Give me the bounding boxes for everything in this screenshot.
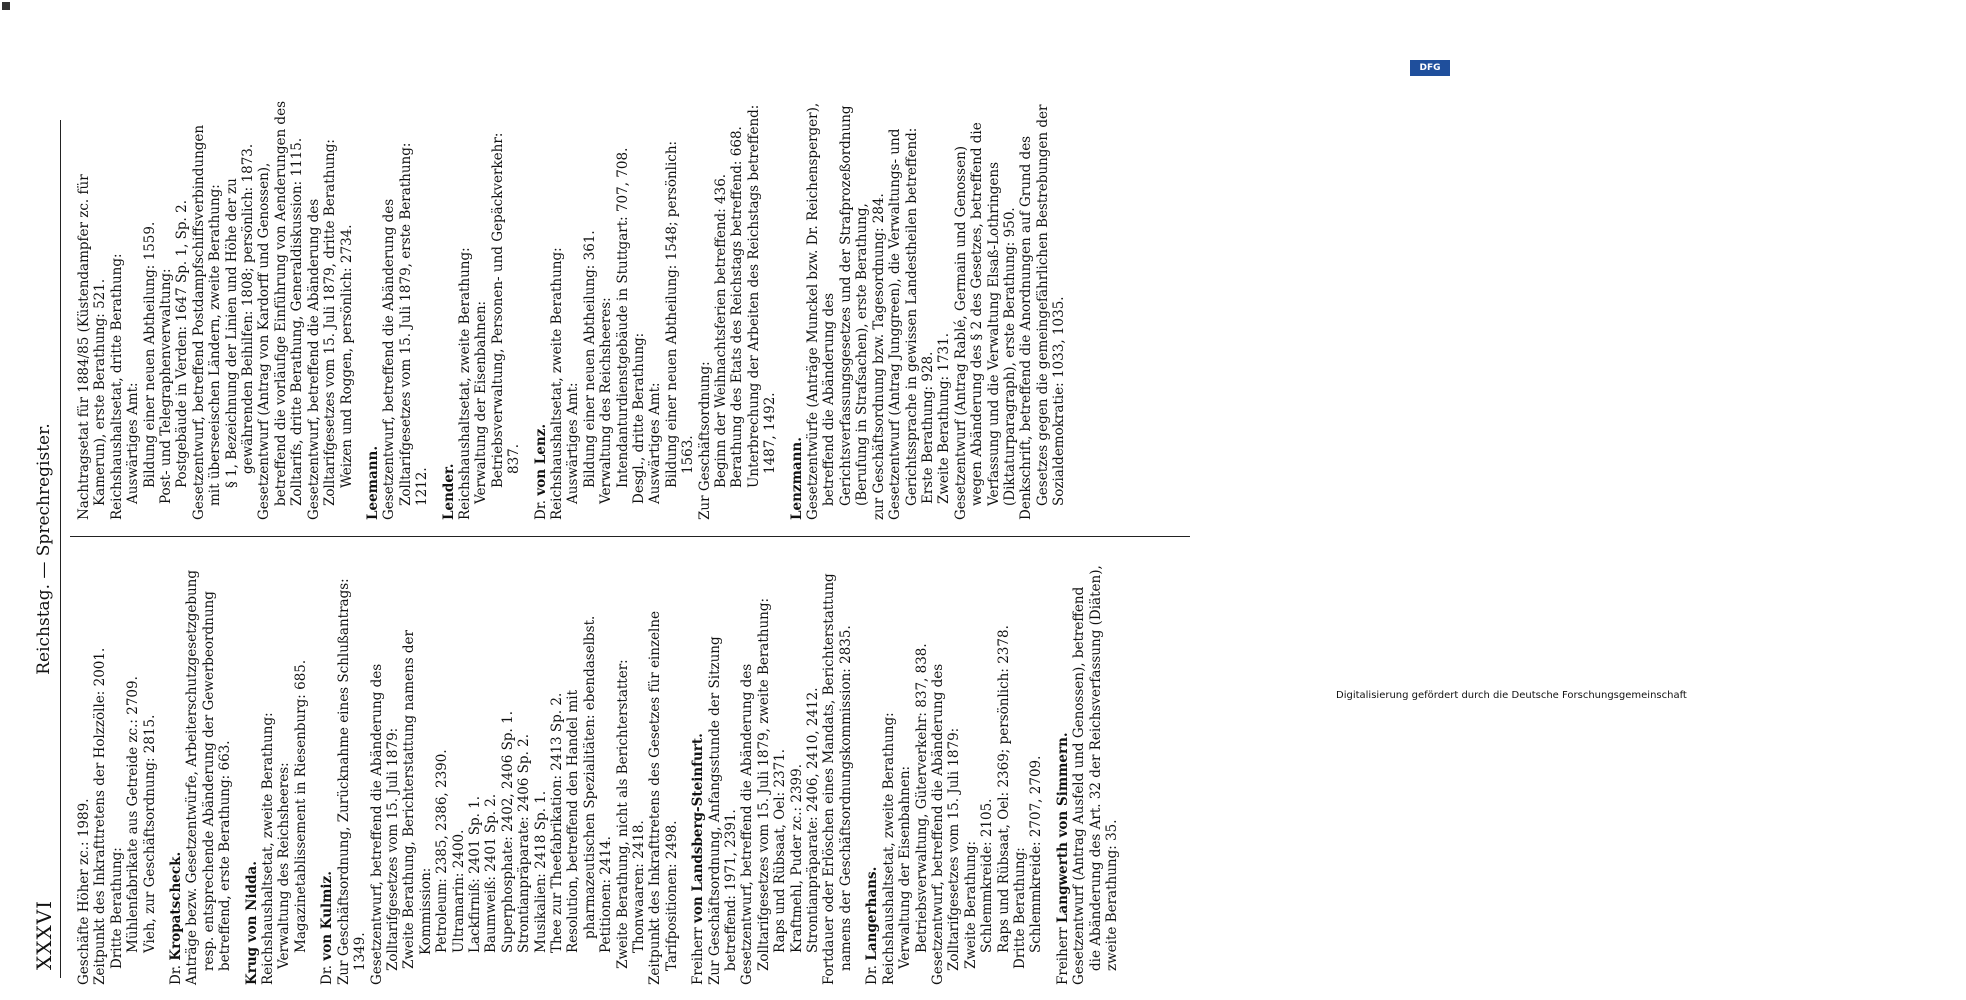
entry-line: Berathung des Etats des Reichstags betreffend: 668.: [729, 126, 746, 488]
entry-line: zur Geschäftsordnung bzw. Tagesordnung: 284.: [870, 193, 887, 520]
page-header: [30, 120, 61, 978]
speaker-prefix: Freiherr: [1054, 927, 1071, 985]
entry-line: Auswärtiges Amt:: [647, 382, 664, 504]
entry-line: Resolution, betreffend den Handel mit pharmazeutischen Spezialitäten: ebendaselbst.: [565, 615, 598, 953]
speaker-name: von Kulmiz.: [319, 871, 336, 961]
entry-heading: [319, 565, 335, 985]
speaker-prefix: Dr.: [864, 964, 881, 985]
entry-line: Beginn der Weihnachtsferien betreffend: 436.: [713, 173, 730, 488]
entry-line: Bildung einer neuen Abtheilung: 361.: [581, 230, 598, 488]
entry-line: Reichshaushaltsetat, zweite Berathung:: [456, 247, 473, 520]
entry-line: Raps und Rübsaat, Oel: 2371.: [772, 748, 789, 953]
funding-note: Digitalisierung gefördert durch die Deutsche Forschungsgemeinschaft: [1336, 690, 1687, 701]
entry-line: Baumweiß: 2401 Sp. 2.: [483, 793, 500, 953]
entry-line: Desgl., dritte Berathung:: [631, 332, 647, 504]
entry-line: Reichshaushaltsetat, dritte Berathung:: [108, 253, 125, 520]
entry-line: Gesetzentwurf, betreffend die Abänderung des Zolltarifgesetzes vom 15. Juli 1879, zweite Berathung:: [739, 597, 772, 985]
entry-line: Petitionen: 2414.: [598, 836, 615, 953]
entry-line: Strontianpräparate: 2406 Sp. 2.: [516, 733, 533, 953]
entry-line: Mühlenfabrikate aus Getreide zc.: 2709.: [125, 676, 142, 953]
entry-line: Dritte Berathung:: [108, 847, 125, 969]
entry-line: Gesetzentwurf (Antrag Rablé, Germain und Genossen) wegen Abänderung des § 2 des Gesetzes, betreffend die Verfassung und die Verwaltung Elsaß-Lothringens (Diktaturparagraph), erste Berathung: 950.: [952, 122, 1018, 520]
entry-line: Raps und Rübsaat, Oel: 2369; persönlich: 2378.: [995, 625, 1012, 953]
entry-line: Nachtragsetat für 1884/85 (Küstendampfer zc. für Kamerun), erste Berathung: 521.: [76, 174, 109, 520]
entry-line: Dritte Berathung:: [1011, 847, 1028, 969]
entry-line: Zweite Berathung: 1731.: [936, 333, 953, 504]
entry-line: Verwaltung des Reichsheeres:: [276, 762, 293, 969]
entry-line: Kraftmehl, Puder zc.: 2399.: [788, 764, 805, 953]
entry-heading: [864, 565, 880, 985]
entry-line: Schlemmkreide: 2105.: [979, 798, 996, 953]
speaker-name: Leemann.: [364, 445, 381, 520]
index-entry: [441, 100, 523, 520]
entry-heading: [690, 565, 706, 985]
index-entry: [76, 565, 158, 985]
entry-line: Bildung einer neuen Abtheilung: 1559.: [141, 221, 158, 488]
index-entry: [168, 565, 234, 985]
entry-line: Superphosphate: 2402, 2406 Sp. 1.: [499, 711, 516, 953]
entry-line: Ultramarin: 2400.: [450, 829, 467, 953]
entry-heading: [1055, 565, 1071, 985]
entry-line: Zweite Berathung:: [962, 840, 979, 969]
entry-line: Schlemmkreide: 2707, 2709.: [1028, 755, 1045, 953]
entry-line: Gesetzentwurf (Antrag von Kardorff und Genossen), betreffend die vorläufige Einführung von Aenderungen des Zolltarifs, dritte Berathung, Generaldiskussion: 1115.: [256, 101, 306, 520]
entry-line: Post- und Telegraphenverwaltung:: [158, 268, 175, 504]
entry-line: Fortdauer oder Erlöschen eines Mandats, Berichterstattung namens der Geschäftsordnungskommission: 2835.: [821, 573, 854, 985]
entry-line: Reichshaushaltsetat, zweite Berathung:: [548, 247, 565, 520]
entry-line: Zur Geschäftsordnung, Anfangsstunde der Sitzung betreffend: 1971, 2391.: [706, 636, 740, 985]
entry-line: Verwaltung der Eisenbahnen:: [897, 765, 914, 969]
speaker-name: Langerhans.: [864, 866, 881, 961]
entry-line: Auswärtiges Amt:: [565, 382, 582, 504]
index-entry: [365, 100, 431, 520]
entry-line: Petroleum: 2385, 2386, 2390.: [434, 749, 451, 953]
index-entry: [690, 565, 854, 985]
entry-heading: [168, 565, 184, 985]
column-divider: [70, 536, 1190, 537]
entry-line: Unterbrechung der Arbeiten des Reichstags betreffend: 1487, 1492.: [745, 104, 779, 488]
index-entry: [319, 565, 680, 985]
entry-line: Verwaltung der Eisenbahnen:: [473, 300, 490, 504]
entry-line: Zeitpunkt des Inkrafttretens der Holzzölle: 2001.: [92, 647, 109, 985]
entry-line: Betriebsverwaltung, Güterverkehr: 837, 838.: [913, 643, 930, 953]
entry-line: Lackfirniß: 2401 Sp. 1.: [466, 795, 483, 953]
entry-heading: [533, 100, 549, 520]
entry-line: Gesetzentwurf, betreffend die Abänderung des Zolltarifgesetzes vom 15. Juli 1879, erste Berathung: 1212.: [381, 142, 431, 520]
entry-line: § 1, Bezeichnung der Linien und Höhe der zu gewährenden Beihilfen: 1808; persönlich: 1873.: [223, 143, 257, 488]
index-entry: [533, 100, 779, 520]
entry-line: Gesetzentwurf (Antrag Junggreen), die Verwaltungs- und Gerichtssprache in gewissen Landestheilen betreffend:: [887, 127, 920, 520]
index-entry: [76, 100, 355, 520]
entry-line: Weizen und Roggen, persönlich: 2734.: [338, 224, 355, 488]
page-number: XXXVI: [32, 899, 56, 970]
entry-line: Geschäfte Höher zc.: 1989.: [76, 798, 92, 985]
entry-line: Musikalien: 2418 Sp. 1.: [532, 790, 549, 953]
entry-line: Intendanturdienstgebäude in Stuttgart: 707, 708.: [614, 147, 631, 488]
speaker-name: Lenzmann.: [788, 437, 805, 520]
index-entry: [1055, 565, 1121, 985]
right-column: [76, 100, 1078, 520]
speaker-prefix: Dr.: [168, 964, 185, 985]
entry-line: Anträge bezw. Gesetzentwürfe, Arbeiterschutzgesetzgebung resp. entsprechende Abänderung der Gewerbeordnung betreffend, erste Berathung: 663.: [184, 569, 234, 985]
entry-line: Denkschrift, betreffend die Anordnungen auf Grund des Gesetzes gegen die gemeingefährlichen Bestrebungen der Sozialdemokratie: 1033, 1035.: [1018, 104, 1068, 520]
speaker-name: Kropatscheck.: [168, 851, 185, 961]
speaker-prefix: Dr.: [319, 964, 336, 985]
speaker-name: Langwerth von Simmern.: [1054, 732, 1071, 923]
left-column: [76, 565, 1130, 985]
entry-line: Zweite Berathung, nicht als Berichterstatter:: [614, 659, 631, 969]
running-title: Reichstag. — Sprechregister.: [34, 423, 54, 675]
entry-line: Reichshaushaltsetat, zweite Berathung:: [880, 712, 897, 985]
speaker-prefix: Dr.: [532, 499, 549, 520]
entry-heading: [244, 565, 260, 985]
entry-line: Verwaltung des Reichsheeres:: [598, 297, 615, 504]
speaker-name: von Landsberg-Steinfurt.: [690, 733, 707, 923]
speaker-name: von Lenz.: [532, 423, 549, 496]
entry-line: Zweite Berathung, Berichterstattung namens der Kommission:: [401, 629, 434, 969]
speaker-name: Krug von Nidda.: [243, 861, 260, 985]
entry-line: Zeitpunkt des Inkrafttretens des Gesetzes für einzelne Tarifpositionen: 2498.: [647, 610, 680, 985]
entry-line: Gesetzentwurf, betreffend die Abänderung des Zolltarifgesetzes vom 15. Juli 1879, dritte Berathung:: [305, 139, 339, 520]
entry-line: Bildung einer neuen Abtheilung: 1548; persönlich: 1563.: [663, 140, 697, 488]
entry-line: Betriebsverwaltung, Personen- und Gepäckverkehr: 837.: [489, 132, 523, 488]
speaker-prefix: Freiherr: [690, 927, 707, 985]
index-entry: [244, 565, 310, 985]
entry-heading: [365, 100, 381, 520]
entry-line: Gesetzentwürfe (Anträge Munckel bzw. Dr. Reichensperger), betreffend die Abänderung des Gerichtsverfassungsgesetzes und der Strafprozeßordnung (Berufung in Strafsachen), erste Berathung,: [805, 102, 871, 520]
entry-line: Postgebäude in Verden: 1647 Sp. 1, Sp. 2.: [174, 199, 191, 488]
entry-line: Thee zur Theefabrikation: 2413 Sp. 2.: [548, 692, 565, 953]
entry-line: Gesetzentwurf, betreffend die Abänderung des Zolltarifgesetzes vom 15. Juli 1879:: [929, 663, 963, 985]
dfg-logo: DFG: [1410, 60, 1450, 76]
entry-line: Auswärtiges Amt:: [125, 382, 142, 504]
entry-line: Erste Berathung: 928.: [919, 351, 936, 504]
entry-heading: [441, 100, 457, 520]
entry-line: Gesetzentwurf (Antrag Ausfeld und Genossen), betreffend die Abänderung des Art. 32 der Reichsverfassung (Diäten), zweite Berathung: 35.: [1071, 565, 1120, 985]
entry-line: Gesetzentwurf, betreffend die Abänderung des Zolltarifgesetzes vom 15. Juli 1879:: [368, 663, 401, 985]
index-entry: [864, 565, 1044, 985]
entry-heading: [789, 100, 805, 520]
entry-line: Gesetzentwurf, betreffend Postdampfschiffsverbindungen mit überseeischen Ländern, zweite Berathung:: [190, 124, 224, 520]
entry-line: Thonwaaren: 2418.: [631, 820, 647, 953]
entry-line: Vieh, zur Geschäftsordnung: 2815.: [141, 714, 158, 953]
index-entry: [789, 100, 1068, 520]
scan-mark: [2, 2, 10, 10]
entry-line: Magazinetablissement in Riesenburg: 685.: [292, 659, 309, 953]
entry-line: Zur Geschäftsordnung:: [696, 361, 713, 520]
entry-line: Reichshaushaltsetat, zweite Berathung:: [260, 712, 277, 985]
entry-line: Zur Geschäftsordnung, Zurücknahme eines Schlußantrags: 1349.: [335, 578, 369, 985]
speaker-name: Lender.: [440, 463, 457, 520]
entry-line: Strontianpräparate: 2406, 2410, 2412.: [805, 687, 822, 953]
